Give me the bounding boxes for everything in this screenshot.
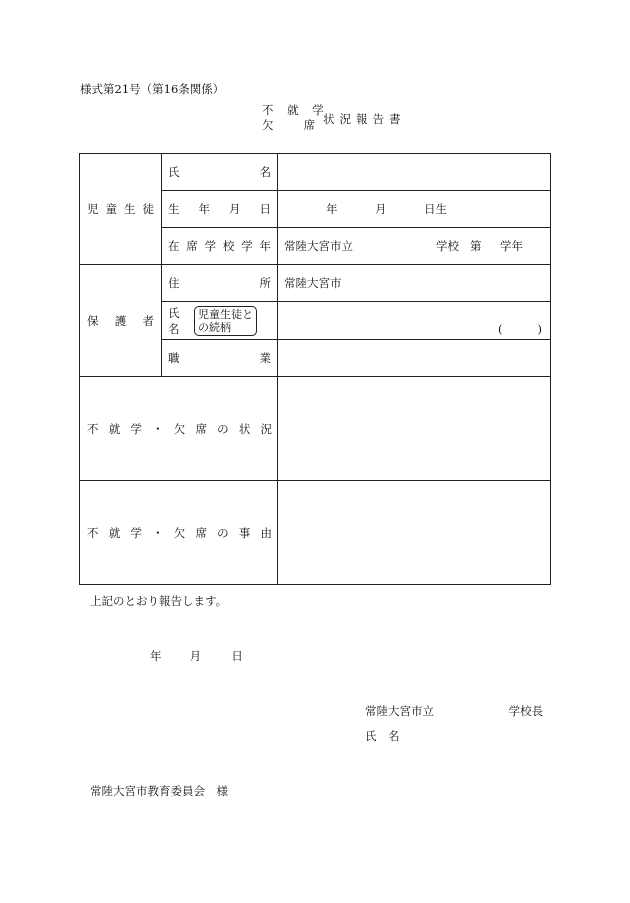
school-grade: 学年 xyxy=(500,239,523,253)
child-school-label xyxy=(162,228,278,265)
report-table xyxy=(79,153,551,585)
reason-text-char: 事 xyxy=(238,525,251,540)
status-text-char: 不 xyxy=(87,421,99,436)
child-section-text-char: 児 xyxy=(87,202,99,216)
reason-text-char: 欠 xyxy=(173,525,186,540)
guardian-occupation-text-char: 業 xyxy=(259,351,271,365)
child-school-field[interactable] xyxy=(278,228,551,265)
guardian-name-text: 氏名 xyxy=(168,305,186,336)
child-name-label xyxy=(162,154,278,191)
child-section-text-char: 生 xyxy=(124,202,136,216)
status-text-char: 欠 xyxy=(173,421,186,436)
report-date xyxy=(150,648,243,664)
status-text-char: 席 xyxy=(195,421,207,436)
status-text xyxy=(80,421,277,437)
reason-text-char: 就 xyxy=(108,525,121,540)
form-number-label: 様式第21号（第16条関係） xyxy=(80,82,225,96)
guardian-section-text-char: 者 xyxy=(142,313,154,328)
guardian-occupation-text xyxy=(162,350,277,366)
status-text-char: 学 xyxy=(130,421,142,436)
status-field[interactable] xyxy=(278,377,551,481)
child-section-text-char: 徒 xyxy=(142,202,154,216)
relation-bracket xyxy=(194,306,257,336)
school-dai: 第 xyxy=(470,239,482,253)
reason-text-char: 学 xyxy=(130,525,142,540)
guardian-occupation-text-char: 職 xyxy=(168,351,180,365)
reason-text xyxy=(80,525,277,541)
date-year: 年 xyxy=(150,649,162,663)
notice-text: 上記のとおり報告します。 xyxy=(90,594,228,608)
relation-label-line2: の続柄 xyxy=(198,320,231,334)
signature-name-label: 氏 名 xyxy=(365,729,400,743)
reason-text-char: の xyxy=(217,525,229,540)
reason-label xyxy=(80,481,278,585)
reason-field[interactable] xyxy=(278,481,551,585)
guardian-section-label xyxy=(80,265,162,377)
child-dob-text-char: 年 xyxy=(198,202,210,216)
child-dob-field[interactable] xyxy=(278,191,551,228)
guardian-address-text xyxy=(162,275,277,291)
reason-text-char: 不 xyxy=(87,525,99,540)
child-school-text-char: 校 xyxy=(222,239,235,253)
child-name-text-char: 名 xyxy=(259,165,271,179)
relation-paren xyxy=(498,322,542,336)
title-stack-top: 不 就 学 xyxy=(262,103,329,117)
status-text-char: 状 xyxy=(238,421,251,436)
guardian-occupation-label xyxy=(162,340,278,377)
guardian-address-value: 常陸大宮市 xyxy=(284,276,342,290)
status-text-char: の xyxy=(217,421,229,436)
child-dob-text-char: 日 xyxy=(259,202,271,216)
title-stack xyxy=(262,103,329,133)
signature-principal: 学校長 xyxy=(508,704,544,718)
child-school-text-char: 年 xyxy=(259,239,271,253)
signature-school xyxy=(365,703,543,719)
child-section-label xyxy=(80,154,162,265)
status-text-char: 就 xyxy=(108,421,121,436)
status-text-char: 況 xyxy=(260,421,272,436)
child-section-text-char: 童 xyxy=(105,202,117,216)
date-day: 日 xyxy=(231,649,243,663)
child-school-text-char: 学 xyxy=(204,239,217,253)
dob-year: 年 xyxy=(326,202,338,216)
child-section-text xyxy=(80,201,161,217)
dob-month: 月 xyxy=(375,202,387,216)
child-school-text-char: 在 xyxy=(168,239,180,253)
school-city: 常陸大宮市立 xyxy=(284,239,353,253)
guardian-section-text xyxy=(80,313,161,329)
guardian-section-text-char: 護 xyxy=(114,313,127,328)
signature-city-school: 常陸大宮市立 xyxy=(365,704,434,718)
paren-close: ) xyxy=(537,322,542,336)
child-name-text-char: 氏 xyxy=(168,165,180,179)
child-school-text-char: 学 xyxy=(241,239,253,253)
guardian-section-text-char: 保 xyxy=(87,313,99,328)
guardian-address-text-char: 住 xyxy=(168,276,180,290)
paren-open: ( xyxy=(498,322,503,336)
child-name-field[interactable] xyxy=(278,154,551,191)
date-month: 月 xyxy=(189,649,202,663)
status-text-char: ・ xyxy=(152,421,164,436)
dob-day: 日生 xyxy=(424,202,447,216)
relation-label-line1: 児童生徒と xyxy=(198,307,253,321)
guardian-name-label xyxy=(162,302,278,340)
reason-text-char: ・ xyxy=(152,525,164,540)
title-stack-bottom: 欠 席 xyxy=(262,118,321,132)
child-dob-label xyxy=(162,191,278,228)
school-suffix: 学校 xyxy=(436,239,459,253)
reason-text-char: 席 xyxy=(195,525,207,540)
guardian-occupation-field[interactable] xyxy=(278,340,551,377)
guardian-address-field[interactable] xyxy=(278,265,551,302)
status-label xyxy=(80,377,278,481)
addressee: 常陸大宮市教育委員会 様 xyxy=(90,784,228,798)
reason-text-char: 由 xyxy=(260,525,272,540)
guardian-address-text-char: 所 xyxy=(259,276,271,290)
child-dob-text-char: 生 xyxy=(168,202,180,216)
guardian-address-label xyxy=(162,265,278,302)
child-school-text xyxy=(162,238,277,254)
child-dob-text-char: 月 xyxy=(229,202,241,216)
child-dob-text xyxy=(162,201,277,217)
child-name-text xyxy=(162,164,277,180)
child-school-text-char: 席 xyxy=(186,239,198,253)
document-title: 状況報告書 xyxy=(323,112,406,126)
guardian-name-field[interactable] xyxy=(278,302,551,340)
